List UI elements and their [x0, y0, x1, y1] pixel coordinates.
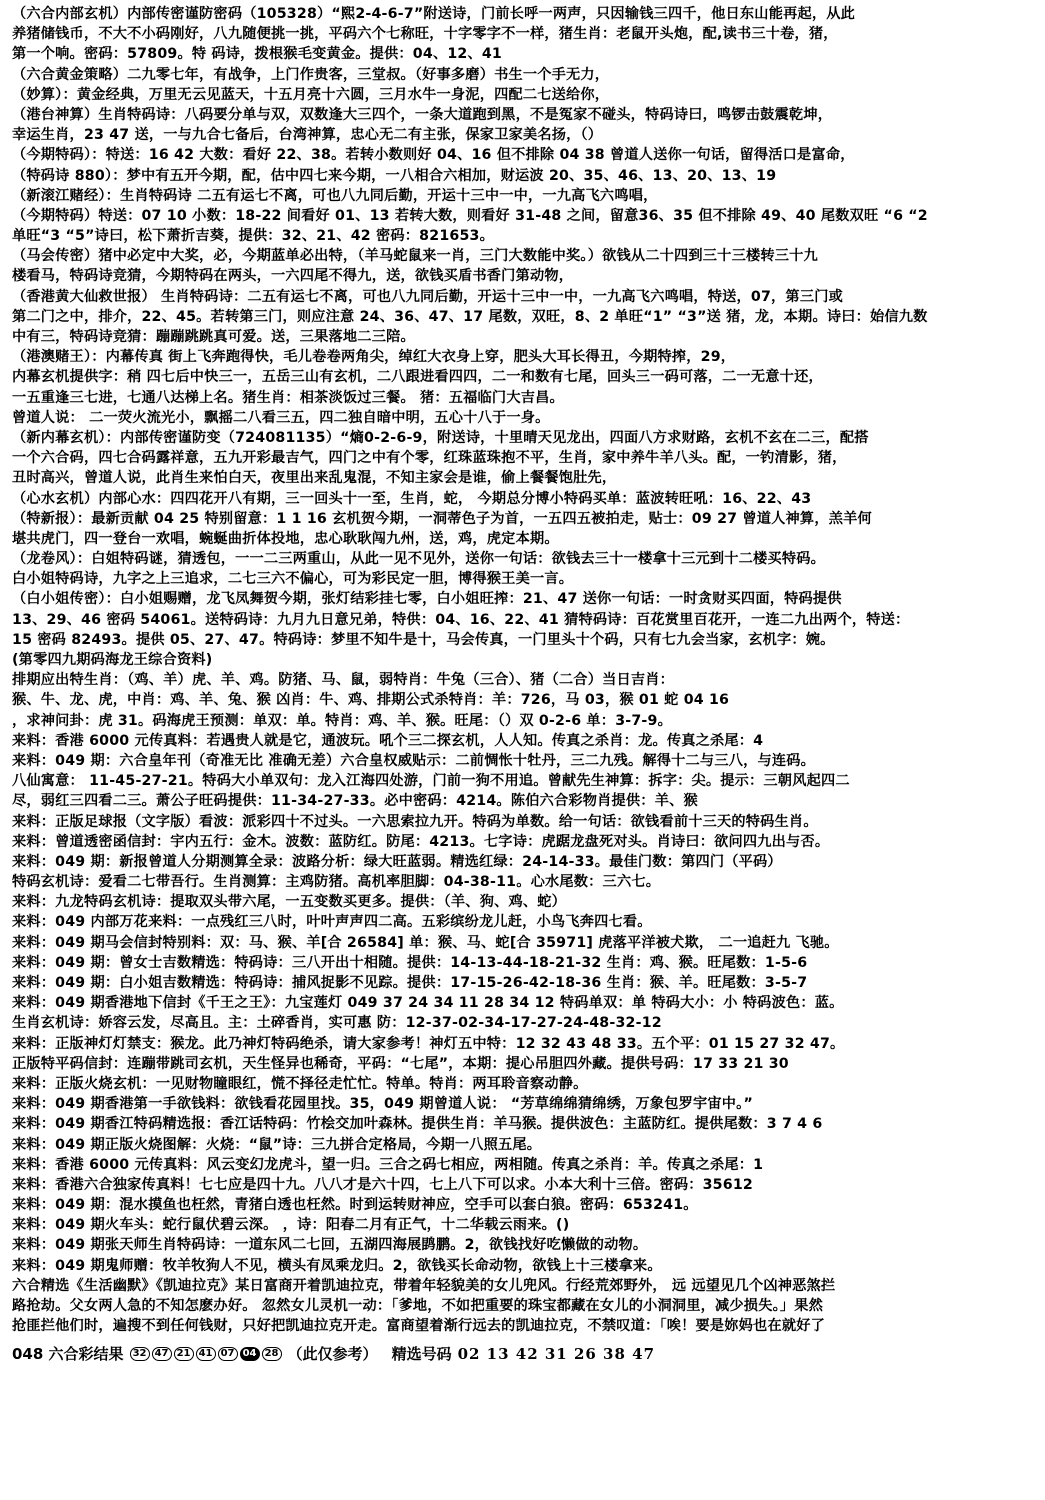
text-line: 来料：049 期张天师生肖特码诗：一道东风二七回，五湖四海展鹍鹏。2，欲钱找好吃懒做的动物。	[12, 1237, 648, 1254]
text-line: ，求神问卦：虎 31。码海虎王预测：单双：单。特肖：鸡、羊、猴。旺尾：（）双 0-2-6 单：3-7-9。	[12, 712, 672, 729]
text-line: 来料：正版足球报（文字版）看波：派彩四十不过头。一六思索拉九开。特码为单数。给一句话：欲钱看前十三天的特码生肖。	[12, 813, 818, 830]
text-line: （马会传密）猪中必定中大奖，必，今期蓝单必出特，（羊马蛇鼠来一肖，三门大数能中奖。）欲钱从二十四到三十三楼转三十九	[12, 248, 818, 265]
text-line: 猴、牛、龙、虎，中肖：鸡、羊、兔、猴 凶肖：牛、鸡、排期公式杀特肖：羊：726，马 03，猴 01 蛇 04 16	[12, 692, 730, 709]
text-line: （港台神算）生肖特码诗：八码要分单与双，双数逢大三四个，一条大道跑到黑，不是冤家不碰头，特码诗曰，鸣锣击鼓震乾坤，	[12, 106, 833, 123]
text-line: 养猪储钱币，不大不小码刚好，八九随便挑一挑，平码六个七称旺，十字零字不一样，猪生肖：老鼠开头炮，配,读书三十卷，猪，	[12, 26, 838, 43]
text-line: 幸运生肖，23 47 送，一与九合七备后，台湾神算，忠心无二有主张，保家卫家美名扬，（）	[12, 127, 603, 144]
text-line: （妙算）：黄金经典，万里无云见蓝天，十五月亮十六圆，三月水牛一身泥，四配二七送给你，	[12, 86, 610, 103]
text-line: 来料：香港 6000 元传真料：若遇贵人就是它，通波玩。吼个三二探玄机，人人知。传真之杀肖：龙。传真之杀尾：4	[12, 732, 764, 749]
text-line: 来料：正版火烧玄机：一见财物瞳眼红，慌不择径走忙忙。特单。特肖：两耳聆音察动静。	[12, 1075, 588, 1092]
text-line: 来料：049 内部万花来料：一点残红三八时，叶叶声声四二高。五彩缤纷龙儿赶，小鸟飞奔四七看。	[12, 914, 652, 931]
text-line: 单旺“3 “5”诗曰，松下萧折吉葵，提供：32、21、42 密码：821653。	[12, 228, 494, 245]
text-line: 来料：049 期：六合皇年刊（奇准无比 准确无差）六合皇权威贴示：二前惆怅十牡丹，三二九残。解得十二与三八，与连码。	[12, 752, 816, 769]
text-line: (第零四九期码海龙王综合资料)	[12, 652, 213, 668]
text-line: 中有三，特码诗竞猜：蹦蹦跳跳真可爱。送，三果落地二三陪。	[12, 329, 415, 345]
result-ball: 07	[218, 1347, 238, 1361]
text-line: 来料：曾道透密函信封：宇内五行：金木。波数：蓝防红。防尾：4213。七字诗：虎踞龙盘死对头。肖诗曰：欲问四九出与否。	[12, 833, 830, 850]
text-line: 尽，弱红三四看二三。萧公子旺码提供：11-34-27-33。必中密码：4214。陈伯六合彩物肖提供：羊、猴	[12, 793, 698, 810]
text-line: （新内幕玄机）：内部传密谨防变（724081135）“熵0-2-6-9，附送诗，十里晴天见龙出，四面八方求财路，玄机不玄在二三，配搭	[12, 429, 869, 446]
text-line: 生肖玄机诗：娇容云发，尽高且。主：土碎香肖，实可惠 防：12-37-02-34-17-27-24-48-32-12	[12, 1015, 662, 1032]
text-line: 来料：049 期香江特码精选报：香江话特码：竹桧交加叶森林。提供生肖：羊马猴。提供波色：主蓝防红。提供尾数：3 7 4 6	[12, 1116, 823, 1133]
text-line: 来料：049 期：曾女士吉数精选：特码诗：三八开出十相随。提供：14-13-44-18-21-32 生肖：鸡、猴。旺尾数：1-5-6	[12, 954, 808, 971]
text-line: （六合内部玄机）内部传密谨防密码（105328）“熙2-4-6-7”附送诗，门前长呼一两声，只因输钱三四千，他日东山能再起，从此	[12, 6, 856, 22]
result-note: （此仅参考）	[287, 1345, 378, 1364]
text-line: （新滚江赌经）：生肖特码诗 二五有运七不离，可也八九同后勤，开运十三中一中，一九高飞六鸣唱，	[12, 187, 658, 204]
text-line: （龙卷风）：白姐特码谜，猜透包，一一二三两重山，从此一见不见外，送你一句话：欲钱去三十一楼拿十三元到十二楼买特码。	[12, 551, 825, 568]
text-line: 一个六合码，四七合码露祥意，五九开彩最吉气，四门之中有个零，红珠蓝珠抱不平，生肖，家中养牛羊八头。配，一钓清影，猪，	[12, 450, 847, 467]
text-line: 来料：049 期正版火烧图解：火烧：“鼠”诗：三九拼合定格局，今期一八照五尾。	[12, 1136, 542, 1153]
result-balls	[130, 1347, 282, 1361]
text-line: 六合精选《生活幽默》《凯迪拉克》某日富商开着凯迪拉克，带着年轻貌美的女儿兜风。行经荒郊野外， 远 远望见几个凶神恶煞拦	[12, 1277, 836, 1294]
text-line: 楼看马，特码诗竞猜，今期特码在两头，一六四尾不得九，送，欲钱买盾书香门第动物，	[12, 268, 574, 285]
text-line: （白小姐传密）：白小姐赐赠，龙飞凤舞贺今期，张灯结彩挂七零，白小姐旺搾：21、47 送你一句话：一时贪财买四面，特码提供	[12, 591, 842, 608]
text-line: 第一个响。密码：57809。特 码诗，拨根猴毛变黄金。提供：04、12、41	[12, 46, 503, 63]
text-line: 来料：049 期火车头：蛇行鼠伏碧云深。 ，诗：阳春二月有正气，十二华载云雨来。()	[12, 1217, 570, 1234]
result-bar	[12, 1342, 1035, 1366]
text-line: （特新报）：最新贡献 04 25 特别留意：1 1 16 玄机贺今期，一洞蒂色子为首，一五四五被拍走，贴士：09 27 曾道人神算，羔羊何	[12, 510, 872, 527]
result-label: 048 六合彩结果	[12, 1345, 124, 1364]
text-line: 来料：九龙特码玄机诗：提取双头带六尾，一五变数买更多。提供：（羊、狗、鸡、蛇）	[12, 894, 567, 911]
result-ball: 41	[196, 1347, 216, 1361]
text-line: 来料：049 期香港第一手欲钱料：欲钱看花园里找。35，049 期曾道人说： “芳草绵绵猜绵绣，万象包罗宇宙中。”	[12, 1096, 753, 1113]
picks-label: 精选号码	[391, 1345, 452, 1364]
text-line: （心水玄机）内部心水：四四花开八有期，三一回头十一至，生肖，蛇， 今期总分博小特码买单：蓝波转旺吼：16、22、43	[12, 490, 812, 507]
text-line: 白小姐特码诗，九字之上三追求，二七三六不偏心，可为彩民定一胆，博得猴王美一言。	[12, 571, 574, 588]
result-ball: 21	[174, 1347, 194, 1361]
text-line: 路抢劫。父女两人急的不知怎麽办好。 忽然女儿灵机一动：「爹地，不如把重要的珠宝都藏在女儿的小洞洞里，减少损失。」果然	[12, 1298, 824, 1314]
text-line: 第二门之中，排介，22、45。若转第三门，则应注意 24、36、47、17 尾数，双旺，8、2 单旺“1” “3”送 猪，龙，本期。诗曰：始信九数	[12, 308, 928, 325]
text-line: 来料：香港 6000 元传真料：风云变幻龙虎斗，望一归。三合之码七相应，两相随。传真之杀肖：羊。传真之杀尾：1	[12, 1156, 764, 1173]
text-line: 排期应出特生肖：（鸡、羊）虎、羊、鸡。防猪、马、鼠，弱特肖：牛兔（三合）、猪（二合）当日吉肖：	[12, 672, 675, 689]
text-line: 来料：049 期：白小姐吉数精选：特码诗：捕风捉影不见踪。提供：17-15-26-42-18-36 生肖：猴、羊。旺尾数：3-5-7	[12, 975, 808, 991]
text-line: （港澳赌王）：内幕传真 街上飞奔跑得快，毛儿卷卷两角尖，绰红大衣身上穿，肥头大耳长得丑，今期特搾，29，	[12, 349, 736, 366]
text-line: 13、29、46 密码 54061。送特码诗：九月九日意兄弟，特供：04、16、22、41 猜特码诗：百花赏里百花开，一连二九出两个，特送：	[12, 611, 910, 628]
text-line: 来料：正版神灯灯禁支：猴龙。此乃神灯特码绝杀，请大家参考！神灯五中特：12 32 43 48 33。五个平：01 15 27 32 47。	[12, 1035, 845, 1052]
text-line: 内幕玄机提供字：稍 四七后中快三一，五岳三山有玄机，二八跟进看四四，二一和数有七尾，回头三一码可落，二一无意十还，	[12, 369, 823, 386]
text-line: 来料：049 期香港地下信封《千王之王》：九宝莲灯 049 37 24 34 11 28 34 12 特码单双：单 特码大小：小 特码波色：蓝。	[12, 995, 844, 1012]
text-line: 来料：049 期鬼师赠：牧羊牧狗人不见，横头有凤乘龙归。2，欲钱买长命动物，欲钱上十三楼拿来。	[12, 1257, 662, 1274]
text-line: 一五重逢三七进，七通八达梯上名。猪生肖：相茶淡饭过三餐。 猪：五福临门大吉昌。	[12, 389, 564, 406]
text-line: 特码玄机诗：爱看二七带吾行。生肖测算：主鸡防猪。高机率胆脚：04-38-11。心水尾数：三六七。	[12, 874, 661, 891]
picks-numbers: 02 13 42 31 26 38 47	[457, 1345, 656, 1364]
text-line: 15 密码 82493。提供 05、27、47。特码诗：梦里不知牛是十，马会传真，一门里头十个码，只有七九会当家，玄机字：婉。	[12, 631, 835, 648]
text-line: （香港黄大仙救世报） 生肖特码诗：二五有运七不离，可也八九同后勤，开运十三中一中，一九高飞六鸣唱，特送，07，第三门或	[12, 288, 843, 305]
result-ball: 04	[240, 1347, 260, 1361]
text-line: 来料：049 期：新报曾道人分期测算全录：波路分析：绿大旺蓝弱。精选红绿：24-14-33。最佳门数：第四门（平码）	[12, 853, 782, 870]
text-line: （特码诗 880）：梦中有五开今期，配，估中四七来今期，一八相合六相加，财运波 20、35、46、13、20、13、19	[12, 167, 777, 184]
text-line: 堪共虎门，四一登台一欢唱，蜿蜒曲折体投地，忠心耿耿闯九州，送，鸡，虎定本期。	[12, 530, 559, 547]
text-line: （今期特码）特送：07 10 小数：18-22 间看好 01、13 若转大数，则看好 31-48 之间，留意36、35 但不排除 49、40 尾数双旺 “6 “2	[12, 207, 928, 224]
text-line: 来料：049 期马会信封特别料：双：马、猴、羊[合 26584] 单：猴、马、蛇[合 35971] 虎落平洋被犬欺， 二一追赶九 飞驰。	[12, 934, 839, 951]
result-ball: 47	[152, 1347, 172, 1361]
text-line: 抢匪拦他们时，遍搜不到任何钱财，只好把凯迪拉克开走。富商望着渐行远去的凯迪拉克，不禁叹道：「唉！要是妳妈也在就好了	[12, 1318, 825, 1335]
result-ball: 32	[130, 1347, 150, 1361]
text-line: 八仙寓意： 11-45-27-21。特码大小单双句：龙入江海四处游，门前一狗不用追。曾献先生神算：拆字：尖。提示：三朝风起四二	[12, 773, 850, 790]
text-line: 曾道人说： 二一荧火流光小，飘摇二八看三五，四二独自暗中明，五心十八于一身。	[12, 409, 550, 426]
text-line: （今期特码）：特送：16 42 大数：看好 22、38。若转小数则好 04、16 但不排除 04 38 曾道人送你一句话，留得活口是富命，	[12, 147, 855, 164]
text-body	[12, 4, 1035, 1336]
text-line: （六合黄金策略）二九零七年，有战争，上门作贵客，三堂叔。（好事多磨）书生一个手无力，	[12, 66, 610, 83]
text-line: 来料：香港六合独家传真料！七七应是四十九。八八才是六十四，七上八下可以求。小本大利十三倍。密码：35612	[12, 1176, 753, 1193]
result-ball: 28	[262, 1347, 282, 1361]
text-line: 来料：049 期：混水摸鱼也枉然，青猪白透也枉然。时到运转财神应，空手可以套白狼。密码：653241。	[12, 1197, 698, 1214]
text-line: 丑时高兴，曾道人说，此肖生来怕白天，夜里出来乱鬼混，不知主家会是谁，偷上餐餐饱肚先，	[12, 470, 617, 487]
text-line: 正版特平码信封：连蹦带跳司玄机，天生怪异也稀奇，平码：“七尾”，本期：提心吊胆四外藏。提供号码：17 33 21 30	[12, 1055, 789, 1072]
